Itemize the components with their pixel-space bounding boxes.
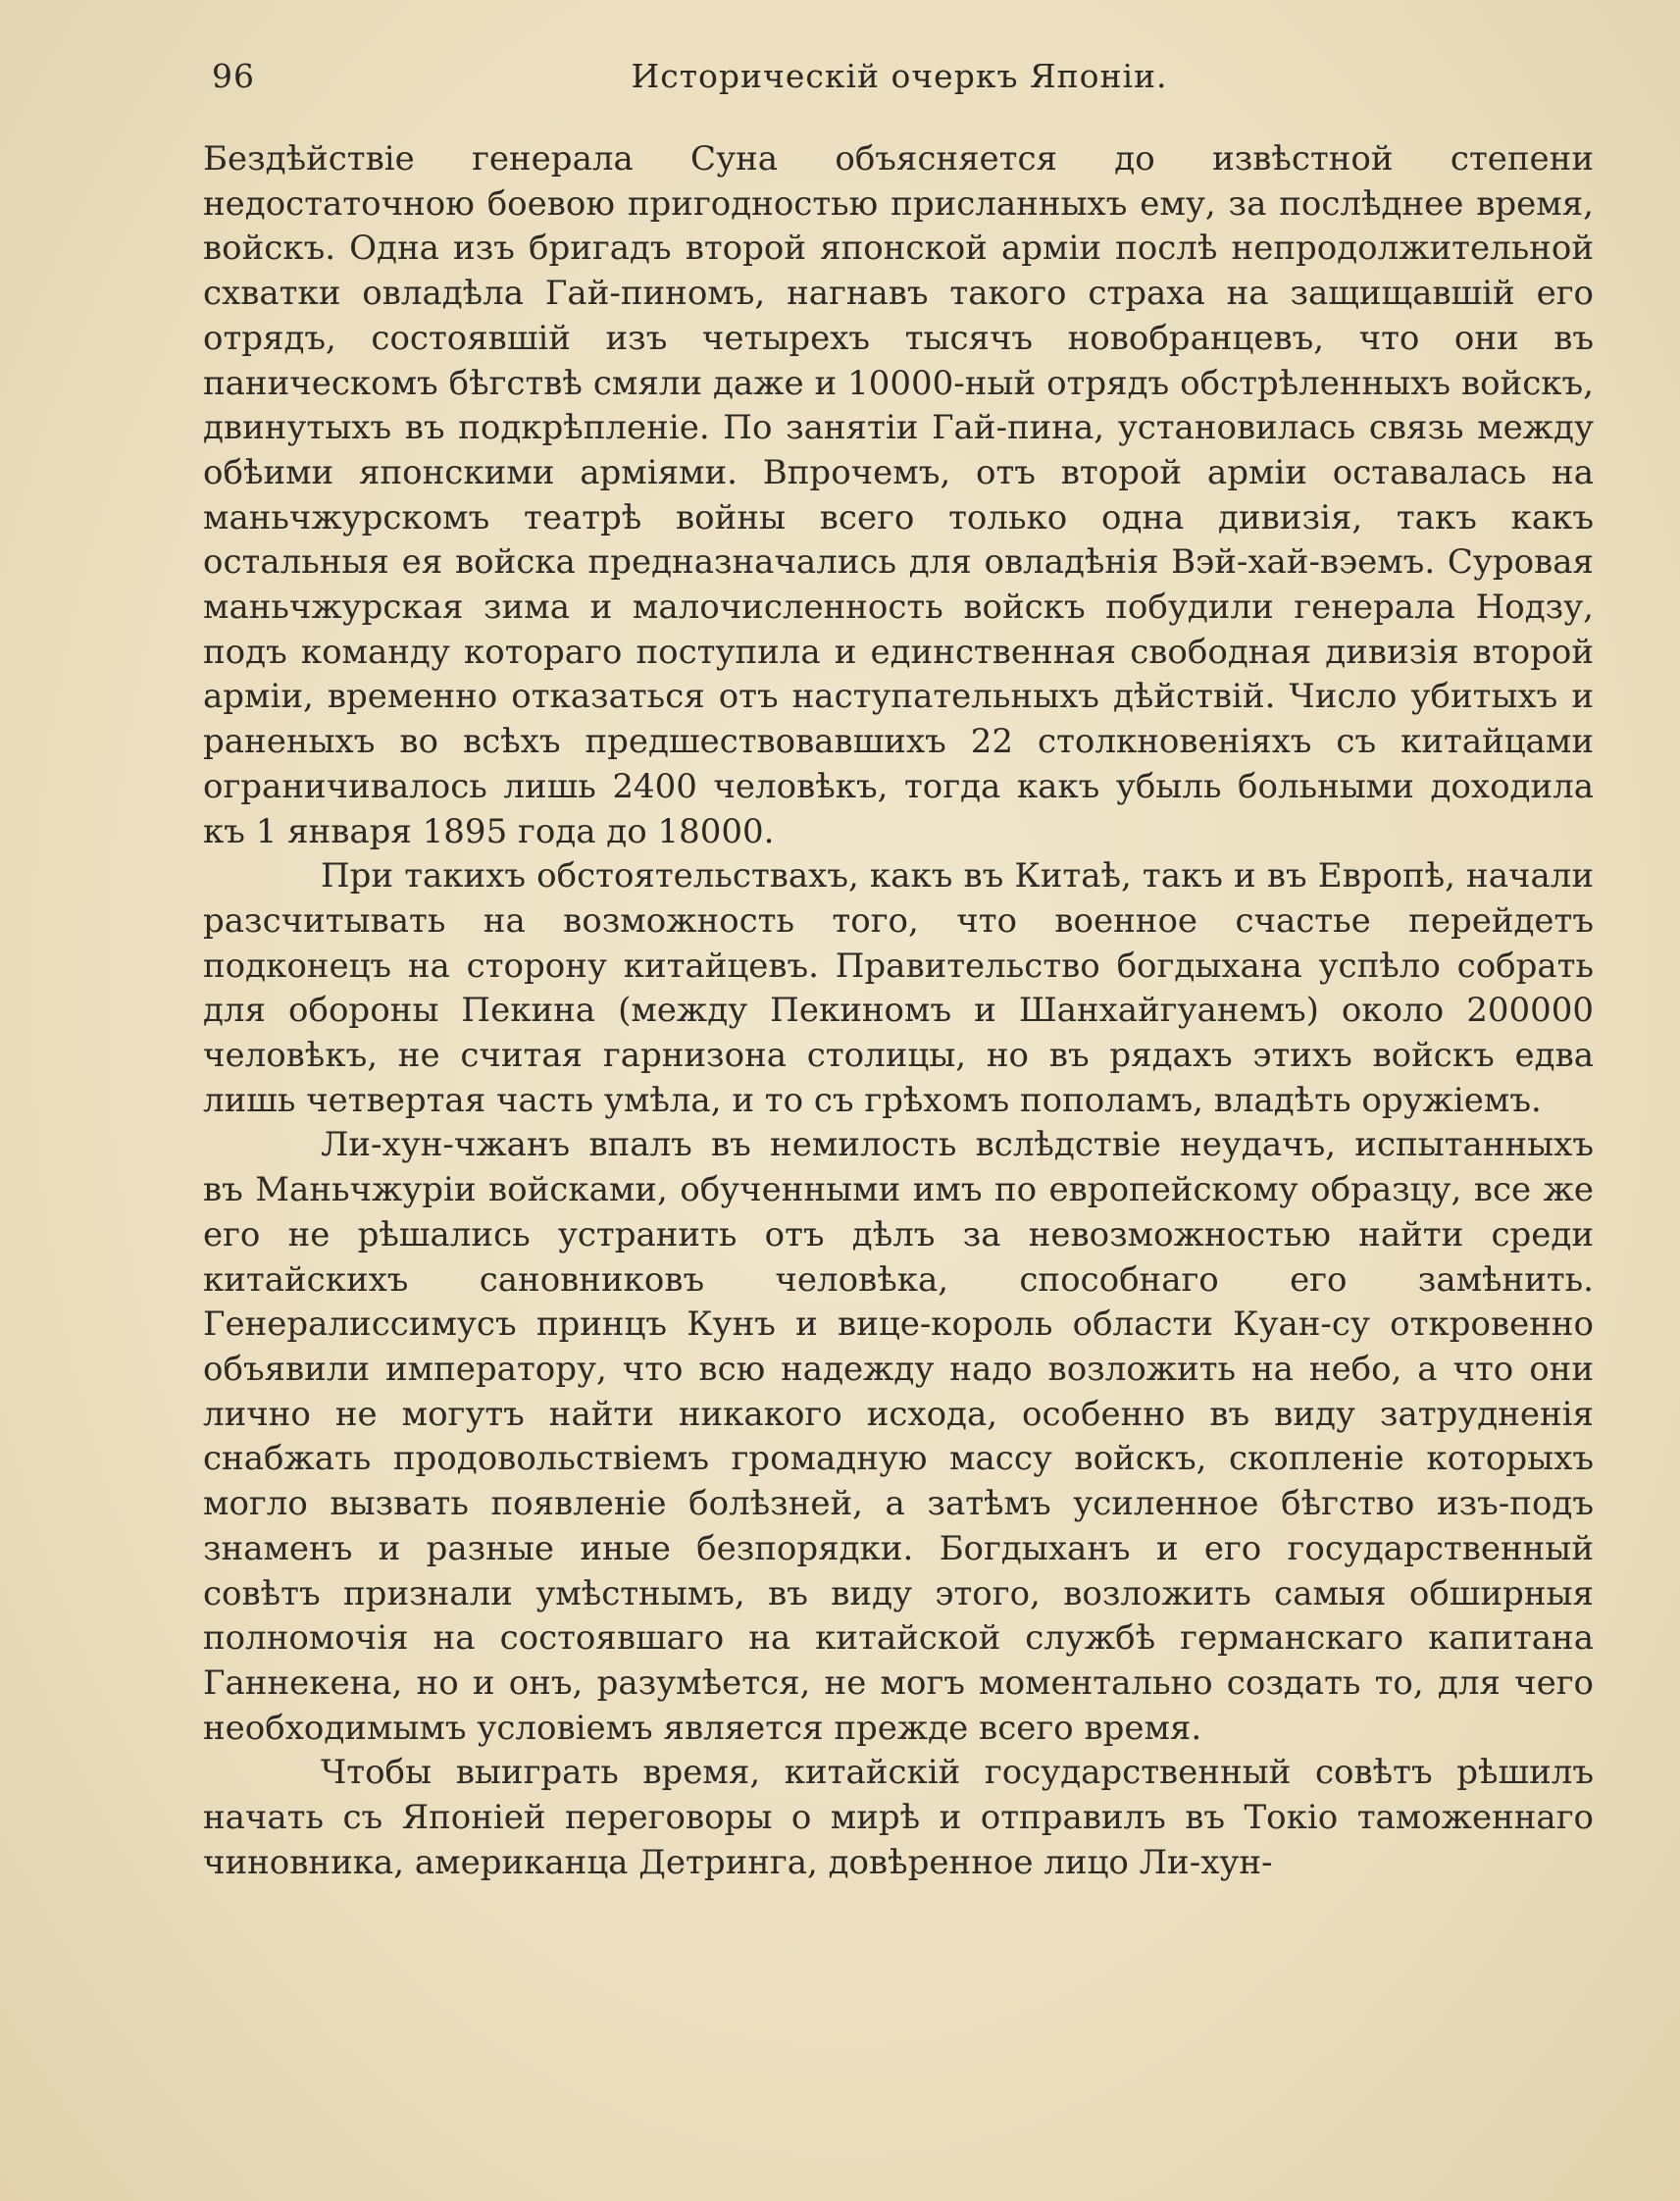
running-title: Историческій очеркъ Японіи. (631, 57, 1168, 95)
paragraph: Бездѣйствіе генерала Суна объясняется до извѣстной степени недостаточною боевою пригодностью присланныхъ ему, за послѣднее время, войскъ. Одна изъ бригадъ второй японской арміи послѣ непродолжительной схватки овладѣла Гай-пиномъ, нагнавъ такого страха на защищавшій его отрядъ, состоявшій изъ четырехъ тысячъ новобранцевъ, что они въ паническомъ бѣгствѣ смяли даже и 10000-ный отрядъ обстрѣленныхъ войскъ, двинутыхъ въ подкрѣпленіе. По занятіи Гай-пина, установилась связь между обѣими японскими арміями. Впрочемъ, отъ второй арміи оставалась на маньчжурскомъ театрѣ войны всего только одна дивизія, такъ какъ остальныя ея войска предназначались для овладѣнія Вэй-хай-вэемъ. Суровая маньчжурская зима и малочисленность войскъ побудили генерала Нодзу, подъ команду котораго поступила и единственная свободная дивизія второй арміи, временно отказаться отъ наступательныхъ дѣйствій. Число убитыхъ и раненыхъ во всѣхъ предшествовавшихъ 22 столкновеніяхъ съ китайцами ограничивалось лишь 2400 человѣкъ, тогда какъ убыль больными доходила къ 1 января 1895 года до 18000. (203, 139, 1594, 851)
paragraph: Чтобы выиграть время, китайскій государственный совѣтъ рѣшилъ начать съ Японіей переговоры о мирѣ и отправилъ въ Токіо таможеннаго чиновника, американца Детринга, довѣренное лицо Ли-хун- (203, 1753, 1594, 1882)
body-text (203, 137, 1594, 1885)
page-header (208, 57, 1591, 116)
paragraph: При такихъ обстоятельствахъ, какъ въ Китаѣ, такъ и въ Европѣ, начали разсчитывать на возможность того, что военное счастье перейдетъ подконецъ на сторону китайцевъ. Правительство богдыхана успѣло собрать для обороны Пекина (между Пекиномъ и Шанхайгуанемъ) около 200000 человѣкъ, не считая гарнизона столицы, но въ рядахъ этихъ войскъ едва лишь четвертая часть умѣла, и то съ грѣхомъ пополамъ, владѣть оружіемъ. (203, 856, 1594, 1120)
paragraph: Ли-хун-чжанъ впалъ въ немилость вслѣдствіе неудачъ, испытанныхъ въ Маньчжуріи войсками, обученными имъ по европейскому образцу, все же его не рѣшались устранить отъ дѣлъ за невозможностью найти среди китайскихъ сановниковъ человѣка, способнаго его замѣнить. Генералиссимусъ принцъ Кунъ и вице-король области Куан-су откровенно объявили императору, что всю надежду надо возложить на небо, а что они лично не могутъ найти никакого исхода, особенно въ виду затрудненія снабжать продовольствіемъ громадную массу войскъ, скопленіе которыхъ могло вызвать появленіе болѣзней, а затѣмъ усиленное бѣгство изъ-подъ знаменъ и разные иные безпорядки. Богдыханъ и его государственный совѣтъ признали умѣстнымъ, въ виду этого, возложить самыя обширныя полномочія на состоявшаго на китайской службѣ германскаго капитана Ганнекена, но и онъ, разумѣется, не могъ моментально создать то, для чего необходимымъ условіемъ является прежде всего время. (203, 1125, 1594, 1748)
page-number: 96 (212, 57, 255, 95)
